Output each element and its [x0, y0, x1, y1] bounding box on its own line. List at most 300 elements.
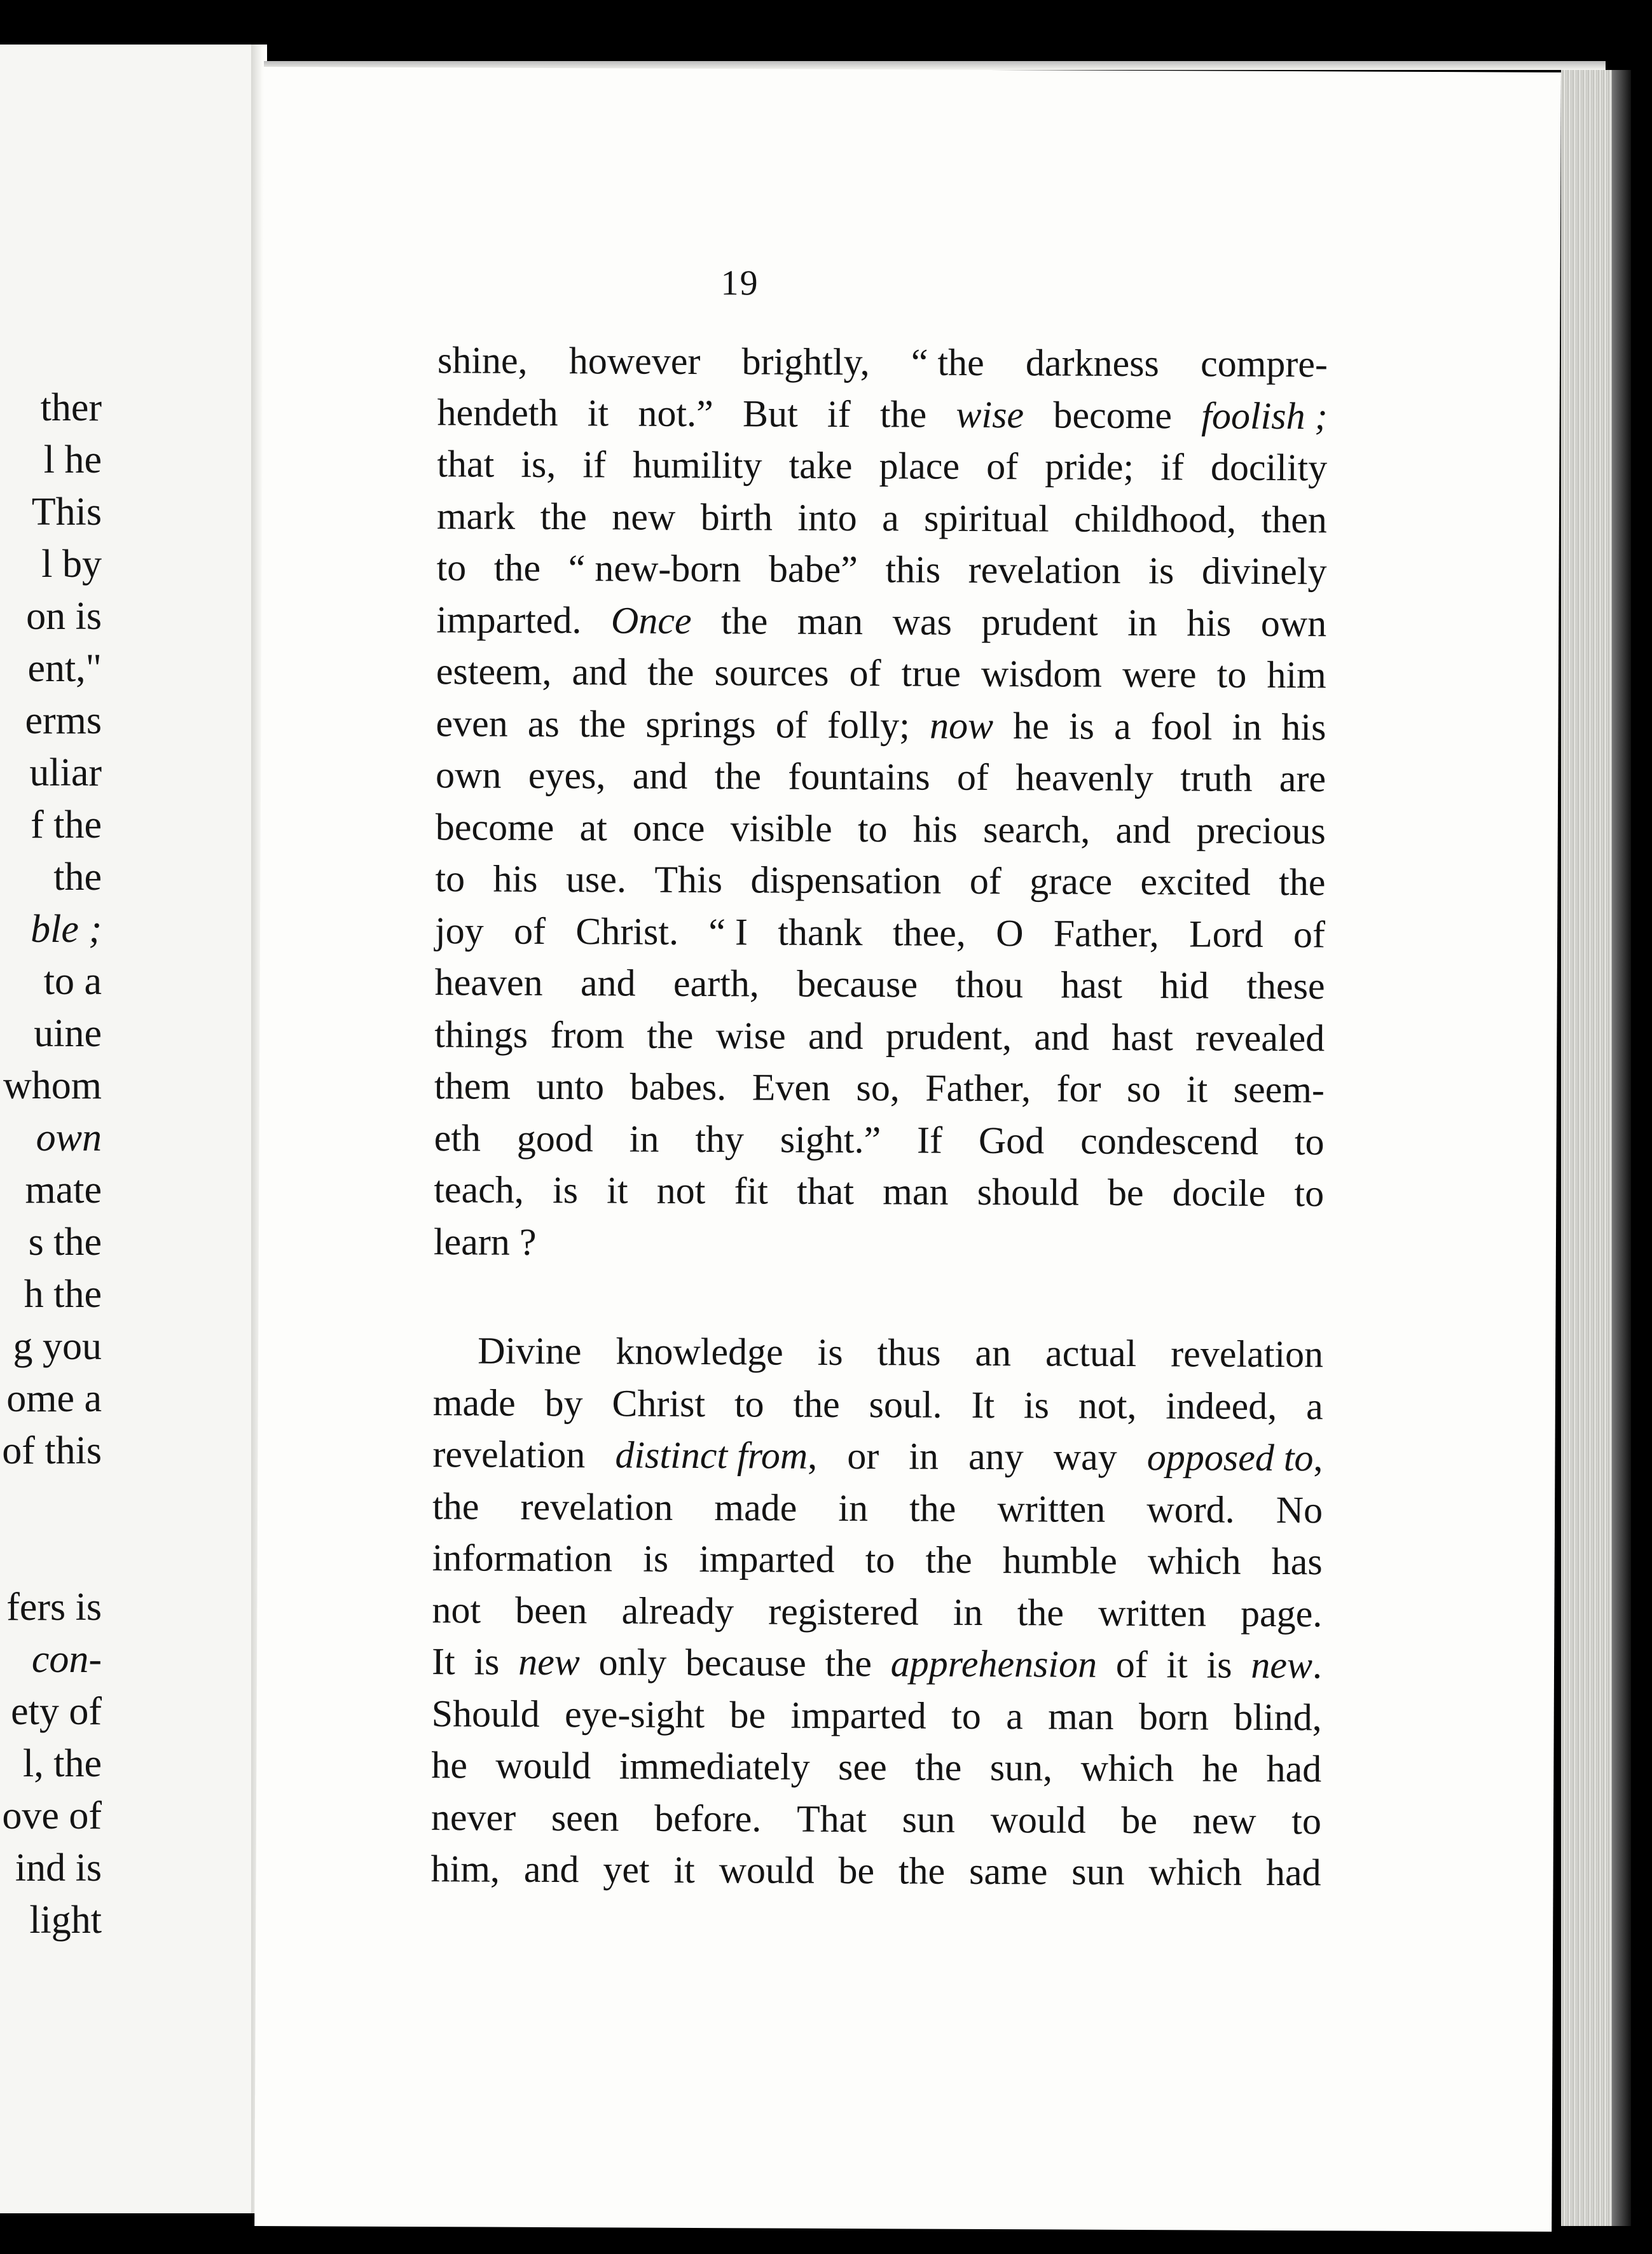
facing-page-line: mate [25, 1168, 102, 1212]
word: if [827, 392, 851, 435]
word: man [1048, 1694, 1114, 1738]
word: and [632, 754, 688, 797]
text-line [436, 698, 1326, 754]
word: eth [434, 1116, 481, 1159]
word: mark [436, 494, 516, 537]
word: had [1266, 1747, 1322, 1790]
word: prudent, [885, 1014, 1012, 1058]
word: Lord [1188, 912, 1263, 955]
facing-page-line: on is [26, 595, 102, 638]
word: made [714, 1486, 797, 1529]
word: visible [730, 806, 832, 850]
word: his [493, 857, 538, 900]
word: “ the [911, 341, 984, 384]
word: to [734, 1382, 764, 1425]
word: thee, [892, 911, 967, 954]
text-line [437, 335, 1328, 391]
word: he [1013, 704, 1049, 747]
word: thy [695, 1117, 745, 1160]
word: and [808, 1014, 864, 1057]
facing-page-line: whom [3, 1064, 102, 1107]
word: of [1115, 1643, 1148, 1686]
facing-page-line: light [29, 1898, 102, 1942]
word: the [714, 755, 762, 798]
facing-page-line: This [31, 490, 102, 534]
word: things [434, 1013, 528, 1056]
word: own [436, 754, 502, 796]
word: humility [632, 443, 762, 487]
text-line [432, 1584, 1322, 1640]
word: prudent [981, 600, 1098, 644]
word: been [515, 1589, 588, 1631]
word: it [607, 1169, 628, 1212]
word: dispensation [750, 859, 942, 902]
word: the [925, 1538, 972, 1581]
facing-page-line: fers is [6, 1586, 102, 1629]
word: to [951, 1694, 981, 1737]
word: be [1121, 1799, 1158, 1841]
word: to [1294, 1120, 1325, 1163]
word: his [1187, 601, 1232, 644]
word: to [857, 807, 888, 850]
word: it [673, 1848, 695, 1891]
word: his [912, 807, 958, 850]
word: indeed, [1166, 1384, 1277, 1427]
word: the [579, 702, 626, 745]
word: it [587, 391, 609, 434]
word: is [817, 1331, 843, 1373]
word: sun [902, 1797, 956, 1841]
word: revelation [432, 1433, 586, 1476]
word: sun, [989, 1746, 1053, 1789]
word: the [647, 651, 694, 693]
word: him [1267, 653, 1326, 696]
word: sources [714, 651, 829, 694]
word: Once [610, 598, 692, 642]
word: of [969, 859, 1002, 902]
word: This [654, 858, 723, 901]
word: them [434, 1065, 511, 1107]
word: thus [877, 1331, 941, 1374]
word: new [518, 1640, 581, 1684]
word: revealed [1195, 1016, 1325, 1059]
text-line [434, 1009, 1325, 1065]
paragraph-gap [433, 1268, 1323, 1329]
facing-page-text-fragments [0, 382, 102, 1946]
word: imparted [699, 1538, 835, 1580]
word: that [796, 1170, 855, 1213]
word: would [495, 1744, 591, 1787]
facing-page-left [0, 45, 261, 2213]
word: Divine [478, 1329, 582, 1372]
facing-page-line: the [53, 855, 102, 899]
word: this [885, 548, 941, 591]
word: made [432, 1381, 516, 1424]
text-line [432, 1688, 1322, 1744]
facing-page-line: h the [24, 1273, 102, 1316]
facing-page-line: to a [43, 960, 102, 1003]
word: the [909, 1486, 956, 1530]
word: excited [1140, 861, 1251, 903]
word: in [1127, 601, 1158, 644]
word: man [797, 600, 864, 642]
word: brightly, [741, 340, 870, 384]
word: the [720, 599, 768, 642]
word: which [1080, 1746, 1174, 1790]
word: same [968, 1850, 1048, 1893]
text-line [436, 749, 1326, 805]
word: knowledge [616, 1330, 783, 1373]
word: already [621, 1589, 734, 1632]
word: Father, [1053, 911, 1159, 955]
word: place [879, 445, 960, 487]
word: actual [1045, 1332, 1137, 1375]
word: page. [1240, 1592, 1323, 1635]
word: the [540, 495, 588, 537]
facing-page-line: con- [31, 1638, 102, 1681]
text-line [437, 490, 1327, 546]
paragraph-2 [430, 1325, 1323, 1899]
word: him, [430, 1848, 500, 1890]
word: opposed to, [1146, 1436, 1323, 1479]
text-line [431, 1792, 1321, 1848]
text-line [434, 1112, 1324, 1168]
text-line [433, 1377, 1323, 1433]
word: now [929, 704, 994, 747]
text-line [437, 387, 1327, 443]
word: not [432, 1588, 481, 1631]
word: That [796, 1797, 867, 1840]
word: be [1107, 1171, 1144, 1214]
word: springs [645, 703, 756, 745]
text-line [435, 957, 1325, 1013]
facing-page-line: ent," [27, 647, 102, 690]
word: learn ? [433, 1220, 537, 1263]
word: in [953, 1591, 983, 1633]
word: if [582, 443, 607, 486]
word: hast [1112, 1016, 1174, 1058]
text-line [432, 1636, 1322, 1692]
word: in [629, 1117, 659, 1160]
word: true [901, 652, 961, 695]
word: darkness [1025, 342, 1160, 385]
word: information [432, 1537, 613, 1580]
word: it [1166, 1643, 1188, 1686]
word: before. [654, 1797, 762, 1839]
word: and [523, 1848, 579, 1891]
word: eye-sight [564, 1692, 705, 1736]
word: folly; [827, 703, 911, 746]
word: to [1216, 653, 1247, 696]
word: be [729, 1693, 766, 1736]
word: not.” [638, 392, 713, 434]
word: a [881, 496, 899, 539]
word: teach, [434, 1168, 525, 1211]
text-line [430, 1843, 1321, 1899]
word: that [437, 443, 495, 485]
word: revelation [1171, 1332, 1324, 1376]
word: which [1148, 1851, 1242, 1893]
word: is [1023, 1383, 1050, 1426]
word: not [656, 1169, 706, 1212]
word: birth [700, 495, 773, 538]
word: to [1294, 1172, 1325, 1215]
word: his [1281, 705, 1326, 748]
word: divinely [1201, 550, 1327, 593]
facing-page-line: ble ; [31, 908, 102, 951]
word: fountains [788, 755, 930, 798]
word: of [986, 445, 1019, 488]
word: imparted [790, 1694, 926, 1737]
facing-page-line: f the [31, 803, 102, 847]
word: humble [1002, 1539, 1118, 1582]
word: is [1206, 1643, 1232, 1686]
word: written [997, 1487, 1106, 1530]
text-line [434, 1164, 1324, 1220]
word: however [568, 340, 701, 382]
text-line [436, 594, 1326, 650]
word: new [612, 495, 676, 538]
word: a [1305, 1385, 1323, 1427]
word: But [742, 392, 798, 435]
word: grace [1029, 860, 1113, 902]
word: word. [1146, 1488, 1235, 1531]
word: even [436, 702, 508, 745]
word: the [1017, 1591, 1064, 1634]
word: and [1034, 1015, 1090, 1058]
word: apprehension [890, 1642, 1098, 1685]
word: eyes, [528, 754, 606, 797]
word: shine, [437, 339, 528, 382]
word: If [916, 1118, 943, 1161]
paragraph-1 [434, 335, 1328, 1271]
word: own [1260, 602, 1327, 644]
text-line [435, 905, 1325, 961]
text-line [433, 1325, 1323, 1381]
facing-page-line: erms [25, 699, 102, 742]
word: Should [431, 1692, 540, 1735]
word: Christ [612, 1381, 706, 1425]
word: registered [768, 1589, 919, 1633]
word: thank [778, 911, 863, 953]
facing-page-line [0, 1477, 102, 1581]
word: which [1147, 1540, 1241, 1582]
word: It [971, 1383, 995, 1426]
word: would [719, 1849, 815, 1891]
word: It [431, 1640, 455, 1683]
text-line [434, 1216, 1324, 1272]
word: precious [1196, 808, 1326, 852]
text-line [432, 1428, 1323, 1484]
word: for [1056, 1067, 1101, 1110]
word: hid [1160, 964, 1209, 1007]
word: become [1053, 393, 1173, 436]
word: in [838, 1486, 869, 1529]
word: to [436, 546, 467, 589]
word: the [647, 1014, 694, 1056]
word: so [1126, 1067, 1161, 1110]
word: the [493, 546, 541, 589]
word: take [788, 444, 853, 487]
word: yet [603, 1848, 650, 1891]
word: revelation [520, 1485, 673, 1528]
word: the [1278, 861, 1326, 904]
word: of [1293, 913, 1326, 955]
word: it [1186, 1068, 1208, 1110]
facing-page-line: ome a [6, 1377, 102, 1420]
word: of [513, 909, 546, 952]
word: hendeth [437, 391, 558, 434]
word: is [1148, 550, 1174, 592]
word: hast [1061, 964, 1123, 1006]
word: O [996, 911, 1024, 954]
word: any [968, 1435, 1024, 1478]
word: immediately [619, 1745, 810, 1788]
word: new. [1251, 1643, 1323, 1687]
word: good [516, 1117, 594, 1159]
text-line [436, 542, 1326, 598]
word: has [1271, 1540, 1323, 1583]
word: compre- [1200, 342, 1328, 385]
word: new [1192, 1799, 1256, 1842]
word: truth [1180, 757, 1253, 799]
word: God [978, 1119, 1045, 1161]
word: not, [1078, 1384, 1137, 1427]
word: way [1053, 1435, 1117, 1478]
facing-page-line: ind is [15, 1846, 102, 1890]
facing-page-line: ety of [11, 1690, 102, 1733]
facing-page-line: l by [41, 543, 102, 586]
word: be [838, 1849, 875, 1892]
word: is [643, 1537, 669, 1580]
word: the [879, 392, 927, 436]
word: were [1122, 653, 1197, 696]
text-line [432, 1481, 1323, 1537]
word: should [977, 1170, 1079, 1213]
word: No [1276, 1488, 1323, 1531]
word: so, [856, 1067, 900, 1109]
word: would [990, 1798, 1086, 1841]
word: he [431, 1744, 468, 1787]
facing-page-line: ther [40, 386, 102, 429]
word: only [598, 1641, 667, 1684]
facing-page-line: s the [28, 1220, 102, 1264]
facing-page-line: l he [43, 438, 102, 481]
word: of [775, 703, 808, 746]
word: by [544, 1381, 583, 1424]
word: fool [1150, 705, 1213, 748]
word: docile [1172, 1172, 1266, 1214]
word: unto [536, 1065, 605, 1108]
word: soul. [869, 1383, 942, 1426]
word: Even [752, 1066, 831, 1109]
facing-page-line: of this [2, 1429, 102, 1472]
word: a [1113, 705, 1131, 747]
word: docility [1210, 446, 1328, 489]
word: because [685, 1641, 807, 1684]
word: at [579, 806, 608, 848]
word: is [474, 1640, 500, 1683]
word: and [572, 651, 628, 693]
text-line [436, 646, 1326, 702]
word: use. [565, 858, 627, 901]
word: distinct from, [615, 1434, 818, 1477]
word: sight.” [780, 1118, 881, 1161]
facing-page-line: own [36, 1116, 102, 1159]
stacked-page-edges [1561, 70, 1612, 2226]
word: the [898, 1850, 946, 1892]
word: become [435, 805, 554, 848]
word: babes. [630, 1065, 727, 1109]
word: is [1068, 705, 1095, 747]
word: wise [956, 393, 1024, 436]
facing-page-line: l, the [23, 1742, 102, 1785]
word: sun [1071, 1850, 1125, 1893]
word: spiritual [923, 497, 1049, 539]
word: joy [434, 909, 484, 952]
word: seem- [1233, 1068, 1325, 1111]
text-line [431, 1739, 1321, 1795]
word: Father, [925, 1067, 1031, 1110]
word: and [580, 962, 636, 1004]
page-right [254, 67, 1561, 2232]
word: Christ. [575, 909, 679, 953]
word: a [1006, 1694, 1023, 1737]
facing-page-line: uine [34, 1012, 102, 1055]
word: the [793, 1383, 840, 1425]
word: was [892, 600, 953, 643]
word: is [552, 1168, 579, 1212]
word: heaven [434, 961, 543, 1004]
word: he [1202, 1747, 1239, 1790]
word: into [797, 496, 857, 539]
word: in [1232, 705, 1262, 748]
word: revelation [968, 548, 1121, 591]
text-line [436, 801, 1326, 857]
word: the [825, 1642, 872, 1685]
word: because [797, 962, 918, 1006]
word: search, [982, 808, 1091, 851]
word: seen [551, 1796, 619, 1839]
word: the [432, 1484, 479, 1527]
word: man [883, 1170, 949, 1213]
word: as [527, 702, 560, 745]
word: esteem, [436, 650, 552, 693]
text-line [434, 1060, 1325, 1116]
word: these [1246, 964, 1325, 1007]
word: in [909, 1435, 939, 1477]
text-line [435, 853, 1325, 909]
word: pride; [1045, 445, 1134, 488]
word: babe” [768, 548, 858, 591]
word: thou [955, 963, 1024, 1006]
word: heavenly [1015, 756, 1154, 799]
word: then [1261, 498, 1327, 541]
word: and [1115, 808, 1171, 851]
word: the [914, 1746, 962, 1788]
page-body-text [430, 335, 1328, 1899]
word: or [847, 1435, 879, 1477]
word: see [837, 1745, 887, 1788]
word: once [633, 806, 705, 849]
word: wise [715, 1014, 786, 1057]
word: an [975, 1331, 1012, 1374]
word: “ I [708, 910, 748, 953]
word: fit [734, 1170, 769, 1212]
word: to [1291, 1799, 1322, 1842]
word: of [956, 756, 989, 798]
text-line [432, 1532, 1323, 1588]
